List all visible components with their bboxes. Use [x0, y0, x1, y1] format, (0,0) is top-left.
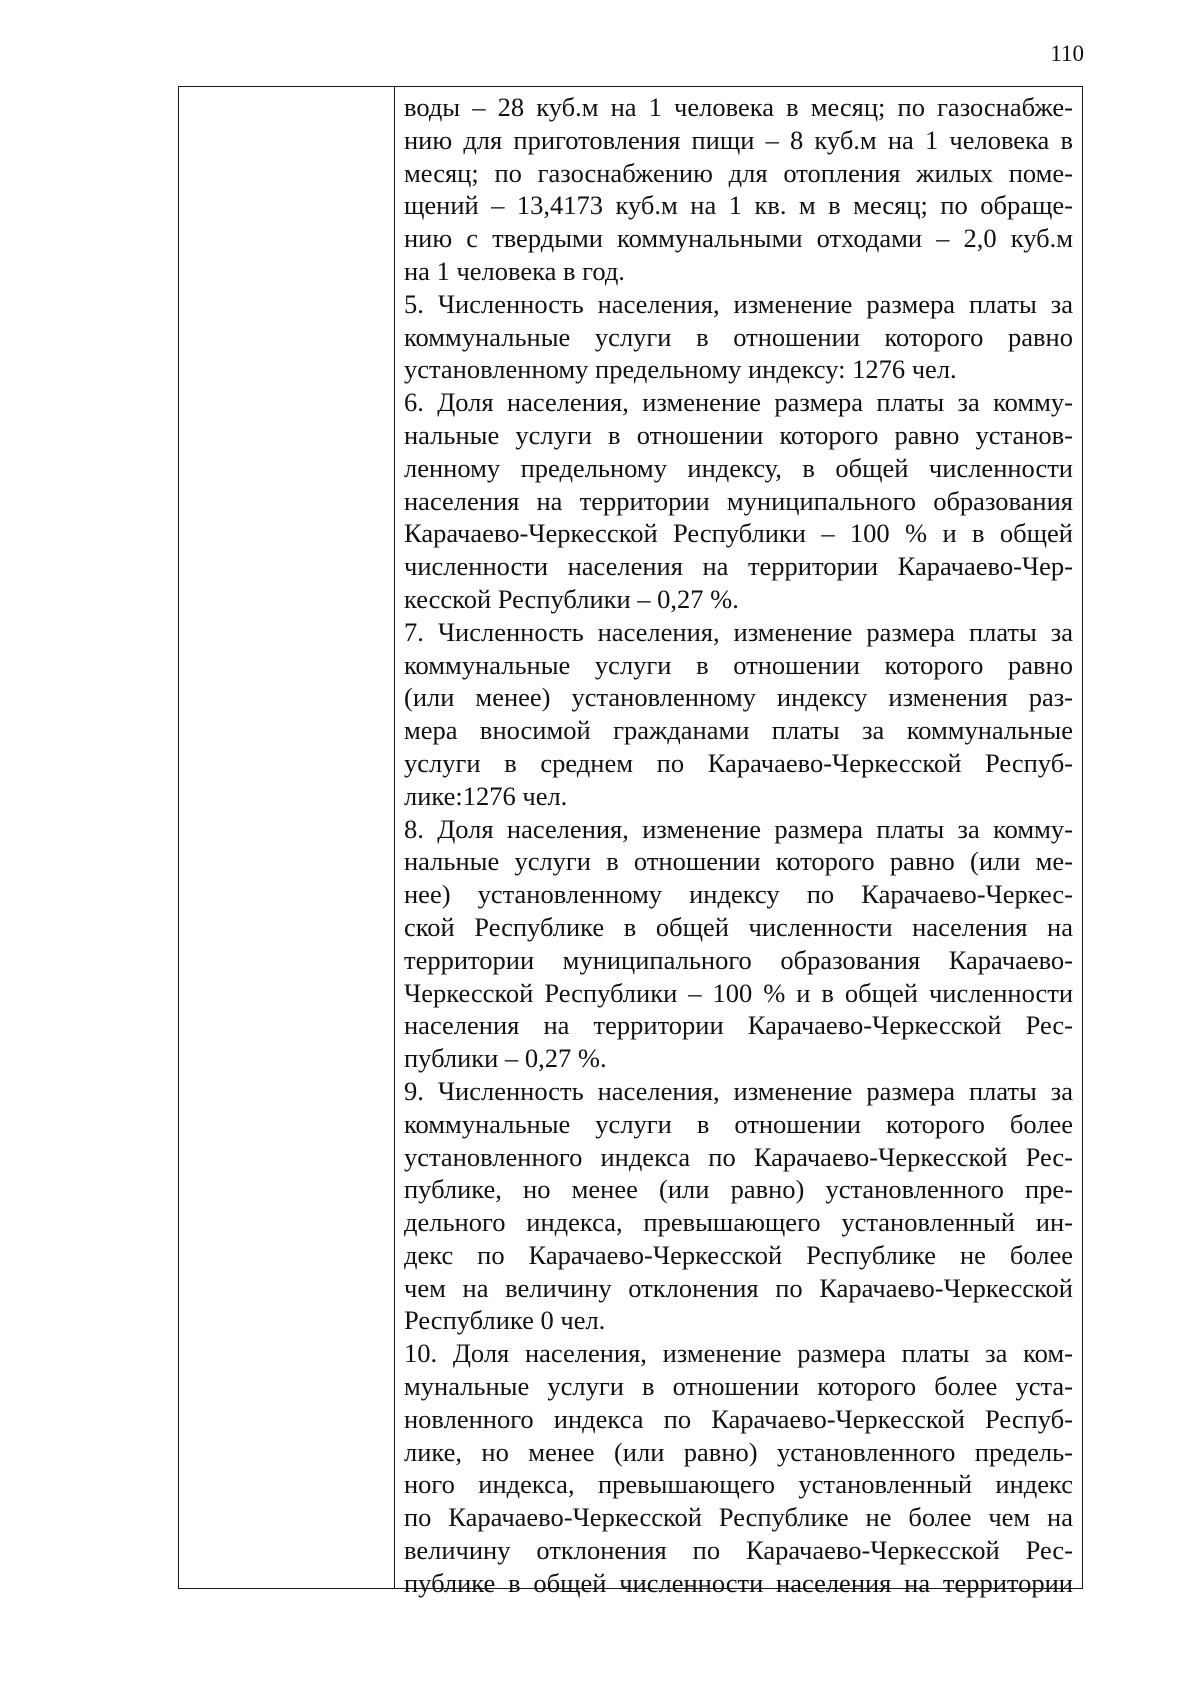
text-line: кесской Республики – 0,27 %.	[404, 583, 739, 614]
document-table	[178, 86, 1083, 1598]
text-line: нию с твердыми коммунальными отходами – 2,0 куб.м	[404, 223, 1073, 254]
text-line: нее) установленному индексу по Карачаево-Черкес-	[404, 879, 1073, 910]
text-line: нальные услуги в отношении которого равно установ-	[404, 419, 1073, 450]
text-line: ленному предельному индексу, в общей численности	[404, 452, 1073, 483]
text-line: (или менее) установленному индексу изменения раз-	[404, 682, 1073, 713]
text-line: лике, но менее (или равно) установленного предель-	[404, 1436, 1073, 1467]
text-line: установленного индекса по Карачаево-Черкесской Рес-	[404, 1141, 1073, 1172]
text-line: нальные услуги в отношении которого равно (или ме-	[404, 846, 1073, 877]
text-line: лике:1276 чел.	[404, 780, 568, 811]
text-line: установленному предельному индексу: 1276 чел.	[404, 354, 957, 385]
table-right-cell	[395, 87, 1082, 1598]
text-line: 9. Численность населения, изменение размера платы за	[404, 1075, 1073, 1106]
text-line: территории муниципального образования Карачаево-	[404, 944, 1073, 975]
text-line: 5. Численность населения, изменение размера платы за	[404, 288, 1073, 319]
text-line: ного индекса, превышающего установленный индекс	[404, 1469, 1073, 1500]
text-line: 6. Доля населения, изменение размера платы за комму-	[404, 387, 1073, 418]
text-line: публики – 0,27 %.	[404, 1043, 607, 1074]
text-line: на 1 человека в год.	[404, 255, 625, 286]
text-line: мунальные услуги в отношении которого более уста-	[404, 1371, 1073, 1402]
text-line: ской Республике в общей численности населения на	[404, 911, 1073, 942]
page-number: 110	[1050, 41, 1084, 66]
text-line: воды – 28 куб.м на 1 человека в месяц; по газоснабже-	[404, 92, 1073, 122]
text-line: населения на территории Карачаево-Черкесской Рес-	[404, 1010, 1073, 1041]
text-line: щений – 13,4173 куб.м на 1 кв. м в месяц; по обраще-	[404, 190, 1073, 221]
text-line: 7. Численность населения, изменение размера платы за	[404, 616, 1073, 647]
text-line: публике в общей численности населения на территории	[404, 1567, 1073, 1598]
text-line: новленного индекса по Карачаево-Черкесской Респуб-	[404, 1403, 1073, 1434]
text-line: коммунальные услуги в отношении которого более	[404, 1108, 1073, 1139]
text-line: коммунальные услуги в отношении которого равно	[404, 649, 1073, 680]
text-line: Карачаево-Черкесской Республики – 100 % и в общей	[404, 518, 1073, 549]
text-line: по Карачаево-Черкесской Республике не более чем на	[404, 1502, 1073, 1533]
table-left-cell	[179, 87, 395, 1588]
text-line: Черкесской Республики – 100 % и в общей численности	[404, 977, 1073, 1008]
text-line: дельного индекса, превышающего установленный ин-	[404, 1207, 1073, 1238]
text-line: декс по Карачаево-Черкесской Республике не более	[404, 1239, 1073, 1270]
text-line: услуги в среднем по Карачаево-Черкесской Респуб-	[404, 747, 1073, 778]
text-line: месяц; по газоснабжению для отопления жилых поме-	[404, 157, 1073, 188]
text-line: численности населения на территории Карачаево-Чер-	[404, 551, 1073, 582]
text-line: мера вносимой гражданами платы за коммунальные	[404, 715, 1073, 746]
text-line: коммунальные услуги в отношении которого равно	[404, 321, 1073, 352]
text-line: 10. Доля населения, изменение размера платы за ком-	[404, 1338, 1073, 1369]
text-line: 8. Доля населения, изменение размера платы за комму-	[404, 813, 1073, 844]
text-line: величину отклонения по Карачаево-Черкесской Рес-	[404, 1535, 1073, 1566]
text-line: нию для приготовления пищи – 8 куб.м на 1 человека в	[404, 124, 1073, 155]
text-line: населения на территории муниципального образования	[404, 485, 1073, 516]
text-line: Республике 0 чел.	[404, 1305, 606, 1336]
text-line: чем на величину отклонения по Карачаево-Черкесской	[404, 1272, 1073, 1303]
text-line: публике, но менее (или равно) установленного пре-	[404, 1174, 1073, 1205]
